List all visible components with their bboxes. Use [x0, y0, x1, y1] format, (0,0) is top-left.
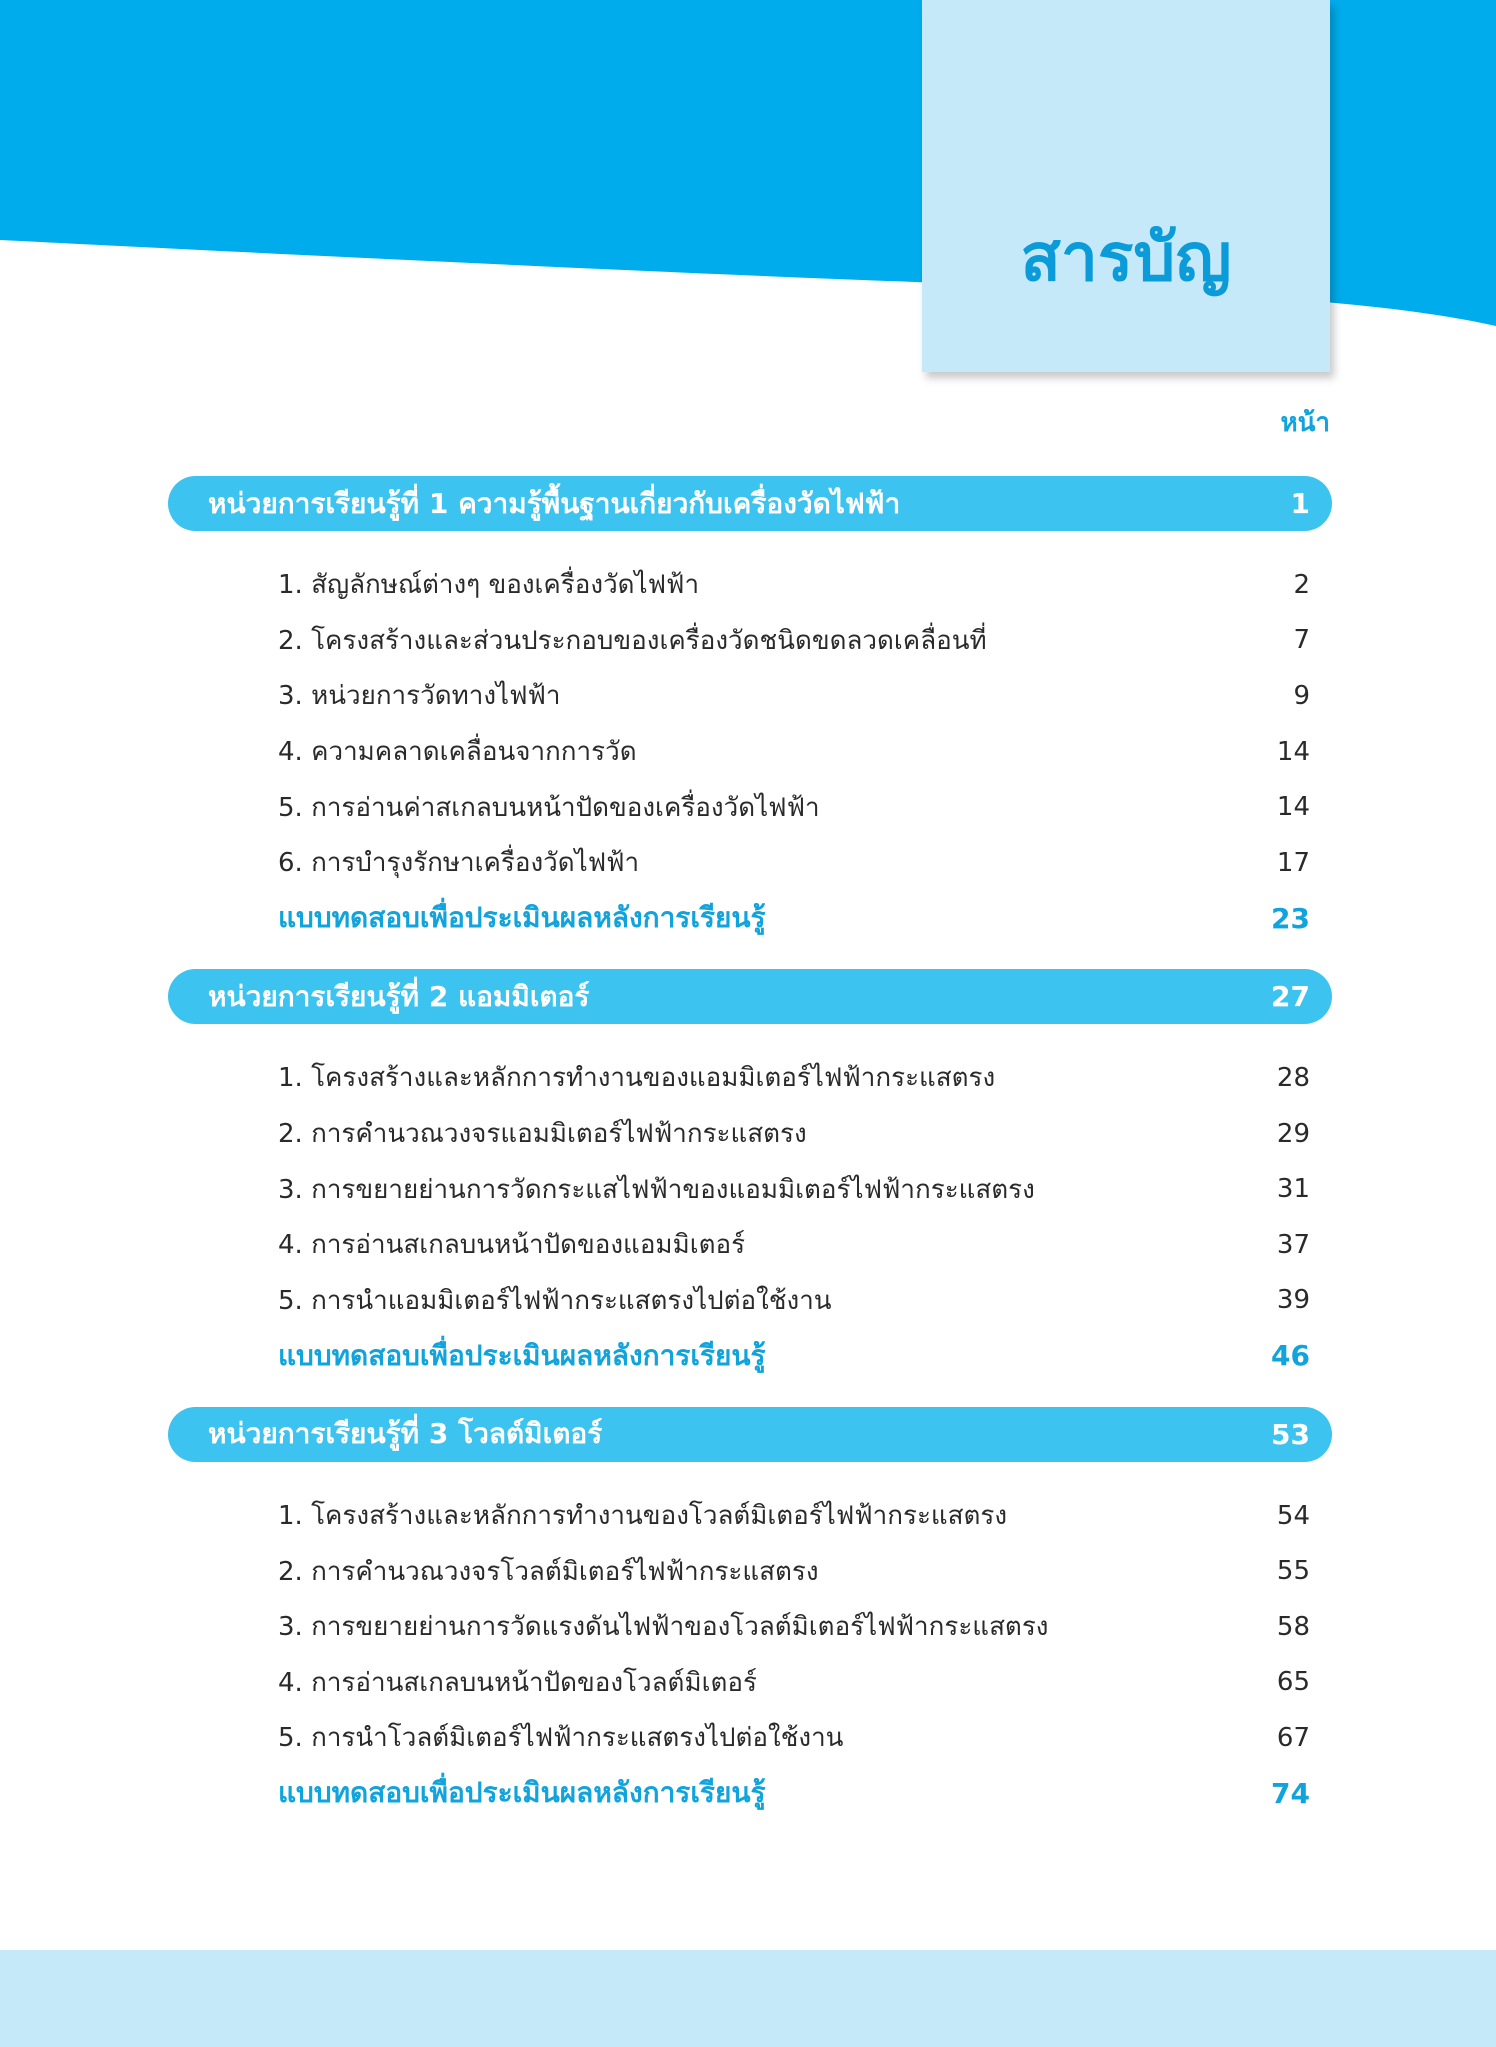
toc-entry-page: 28 — [1276, 1062, 1310, 1093]
toc-entry-page: 17 — [1276, 847, 1310, 878]
toc-entry[interactable] — [278, 1106, 1310, 1162]
toc-quiz-entry[interactable] — [278, 891, 1310, 947]
toc-entry-title: 2. โครงสร้างและส่วนประกอบของเครื่องวัดชนิดขดลวดเคลื่อนที่ — [278, 625, 987, 656]
page-title: สารบัญ — [1020, 219, 1232, 296]
quiz-page: 74 — [1271, 1776, 1310, 1810]
toc-entry[interactable] — [278, 724, 1310, 780]
toc-entry[interactable] — [278, 1217, 1310, 1273]
unit-header-2[interactable] — [168, 969, 1332, 1024]
toc-entry-page: 2 — [1293, 569, 1310, 600]
toc-entry[interactable] — [278, 557, 1310, 613]
toc-entry[interactable] — [278, 1161, 1310, 1217]
toc-entry-page: 29 — [1276, 1118, 1310, 1149]
unit-page: 27 — [1271, 980, 1310, 1014]
unit-section-1 — [168, 476, 1332, 946]
page-column-label: หน้า — [1280, 408, 1330, 438]
toc-entry[interactable] — [278, 1655, 1310, 1711]
toc-entry[interactable] — [278, 1710, 1310, 1766]
toc-entry-title: 4. การอ่านสเกลบนหน้าปัดของโวลต์มิเตอร์ — [278, 1667, 757, 1698]
toc-entry-title: 2. การคำนวณวงจรโวลต์มิเตอร์ไฟฟ้ากระแสตรง — [278, 1556, 819, 1587]
unit-page: 53 — [1271, 1417, 1310, 1451]
toc-entry-page: 54 — [1276, 1500, 1310, 1531]
table-of-contents — [168, 476, 1332, 1844]
unit-items — [168, 1024, 1332, 1384]
toc-entry-page: 58 — [1276, 1611, 1310, 1642]
toc-quiz-entry[interactable] — [278, 1766, 1310, 1822]
toc-entry-title: 3. หน่วยการวัดทางไฟฟ้า — [278, 681, 561, 712]
unit-section-3 — [168, 1407, 1332, 1822]
toc-entry-title: 3. การขยายย่านการวัดแรงดันไฟฟ้าของโวลต์มิเตอร์ไฟฟ้ากระแสตรง — [278, 1612, 1049, 1643]
toc-quiz-entry[interactable] — [278, 1328, 1310, 1384]
toc-entry-page: 14 — [1276, 736, 1310, 767]
toc-entry-page: 14 — [1276, 792, 1310, 823]
unit-items — [168, 531, 1332, 946]
unit-title: หน่วยการเรียนรู้ที่ 3 โวลต์มิเตอร์ — [208, 1417, 603, 1451]
toc-entry-page: 55 — [1276, 1556, 1310, 1587]
toc-entry-page: 65 — [1276, 1667, 1310, 1698]
unit-header-1[interactable] — [168, 476, 1332, 531]
toc-entry-title: 4. ความคลาดเคลื่อนจากการวัด — [278, 737, 637, 768]
toc-entry-page: 31 — [1276, 1174, 1310, 1205]
toc-entry-title: 5. การนำแอมมิเตอร์ไฟฟ้ากระแสตรงไปต่อใช้งาน — [278, 1285, 832, 1316]
toc-entry-title: 5. การนำโวลต์มิเตอร์ไฟฟ้ากระแสตรงไปต่อใช้งาน — [278, 1723, 844, 1754]
quiz-title: แบบทดสอบเพื่อประเมินผลหลังการเรียนรู้ — [278, 1776, 766, 1810]
quiz-title: แบบทดสอบเพื่อประเมินผลหลังการเรียนรู้ — [278, 1338, 766, 1372]
unit-title: หน่วยการเรียนรู้ที่ 1 ความรู้พื้นฐานเกี่ยวกับเครื่องวัดไฟฟ้า — [208, 486, 901, 520]
quiz-title: แบบทดสอบเพื่อประเมินผลหลังการเรียนรู้ — [278, 901, 766, 935]
toc-entry-page: 67 — [1276, 1722, 1310, 1753]
unit-page: 1 — [1290, 487, 1310, 520]
toc-entry[interactable] — [278, 1273, 1310, 1329]
unit-items — [168, 1462, 1332, 1822]
toc-entry-title: 1. สัญลักษณ์ต่างๆ ของเครื่องวัดไฟฟ้า — [278, 570, 700, 601]
toc-entry-page: 39 — [1276, 1285, 1310, 1316]
toc-entry-title: 4. การอ่านสเกลบนหน้าปัดของแอมมิเตอร์ — [278, 1230, 746, 1261]
toc-entry[interactable] — [278, 835, 1310, 891]
quiz-page: 23 — [1271, 901, 1310, 935]
toc-entry-page: 37 — [1276, 1229, 1310, 1260]
title-box — [922, 0, 1330, 372]
toc-entry-page: 9 — [1293, 680, 1310, 711]
toc-entry-title: 6. การบำรุงรักษาเครื่องวัดไฟฟ้า — [278, 848, 640, 879]
toc-entry[interactable] — [278, 1050, 1310, 1106]
toc-entry[interactable] — [278, 1543, 1310, 1599]
toc-entry[interactable] — [278, 613, 1310, 669]
unit-title: หน่วยการเรียนรู้ที่ 2 แอมมิเตอร์ — [208, 979, 590, 1013]
toc-entry-title: 5. การอ่านค่าสเกลบนหน้าปัดของเครื่องวัดไฟฟ้า — [278, 792, 820, 823]
toc-entry-title: 1. โครงสร้างและหลักการทำงานของโวลต์มิเตอร์ไฟฟ้ากระแสตรง — [278, 1501, 1008, 1532]
toc-entry[interactable] — [278, 1488, 1310, 1544]
unit-section-2 — [168, 969, 1332, 1384]
unit-header-3[interactable] — [168, 1407, 1332, 1462]
toc-entry[interactable] — [278, 668, 1310, 724]
quiz-page: 46 — [1271, 1339, 1310, 1373]
toc-entry-title: 3. การขยายย่านการวัดกระแสไฟฟ้าของแอมมิเตอร์ไฟฟ้ากระแสตรง — [278, 1174, 1035, 1205]
footer-band — [0, 1950, 1496, 2047]
toc-entry[interactable] — [278, 1599, 1310, 1655]
toc-entry-title: 2. การคำนวณวงจรแอมมิเตอร์ไฟฟ้ากระแสตรง — [278, 1119, 807, 1150]
toc-entry-page: 7 — [1293, 625, 1310, 656]
toc-entry[interactable] — [278, 779, 1310, 835]
toc-entry-title: 1. โครงสร้างและหลักการทำงานของแอมมิเตอร์ไฟฟ้ากระแสตรง — [278, 1063, 996, 1094]
